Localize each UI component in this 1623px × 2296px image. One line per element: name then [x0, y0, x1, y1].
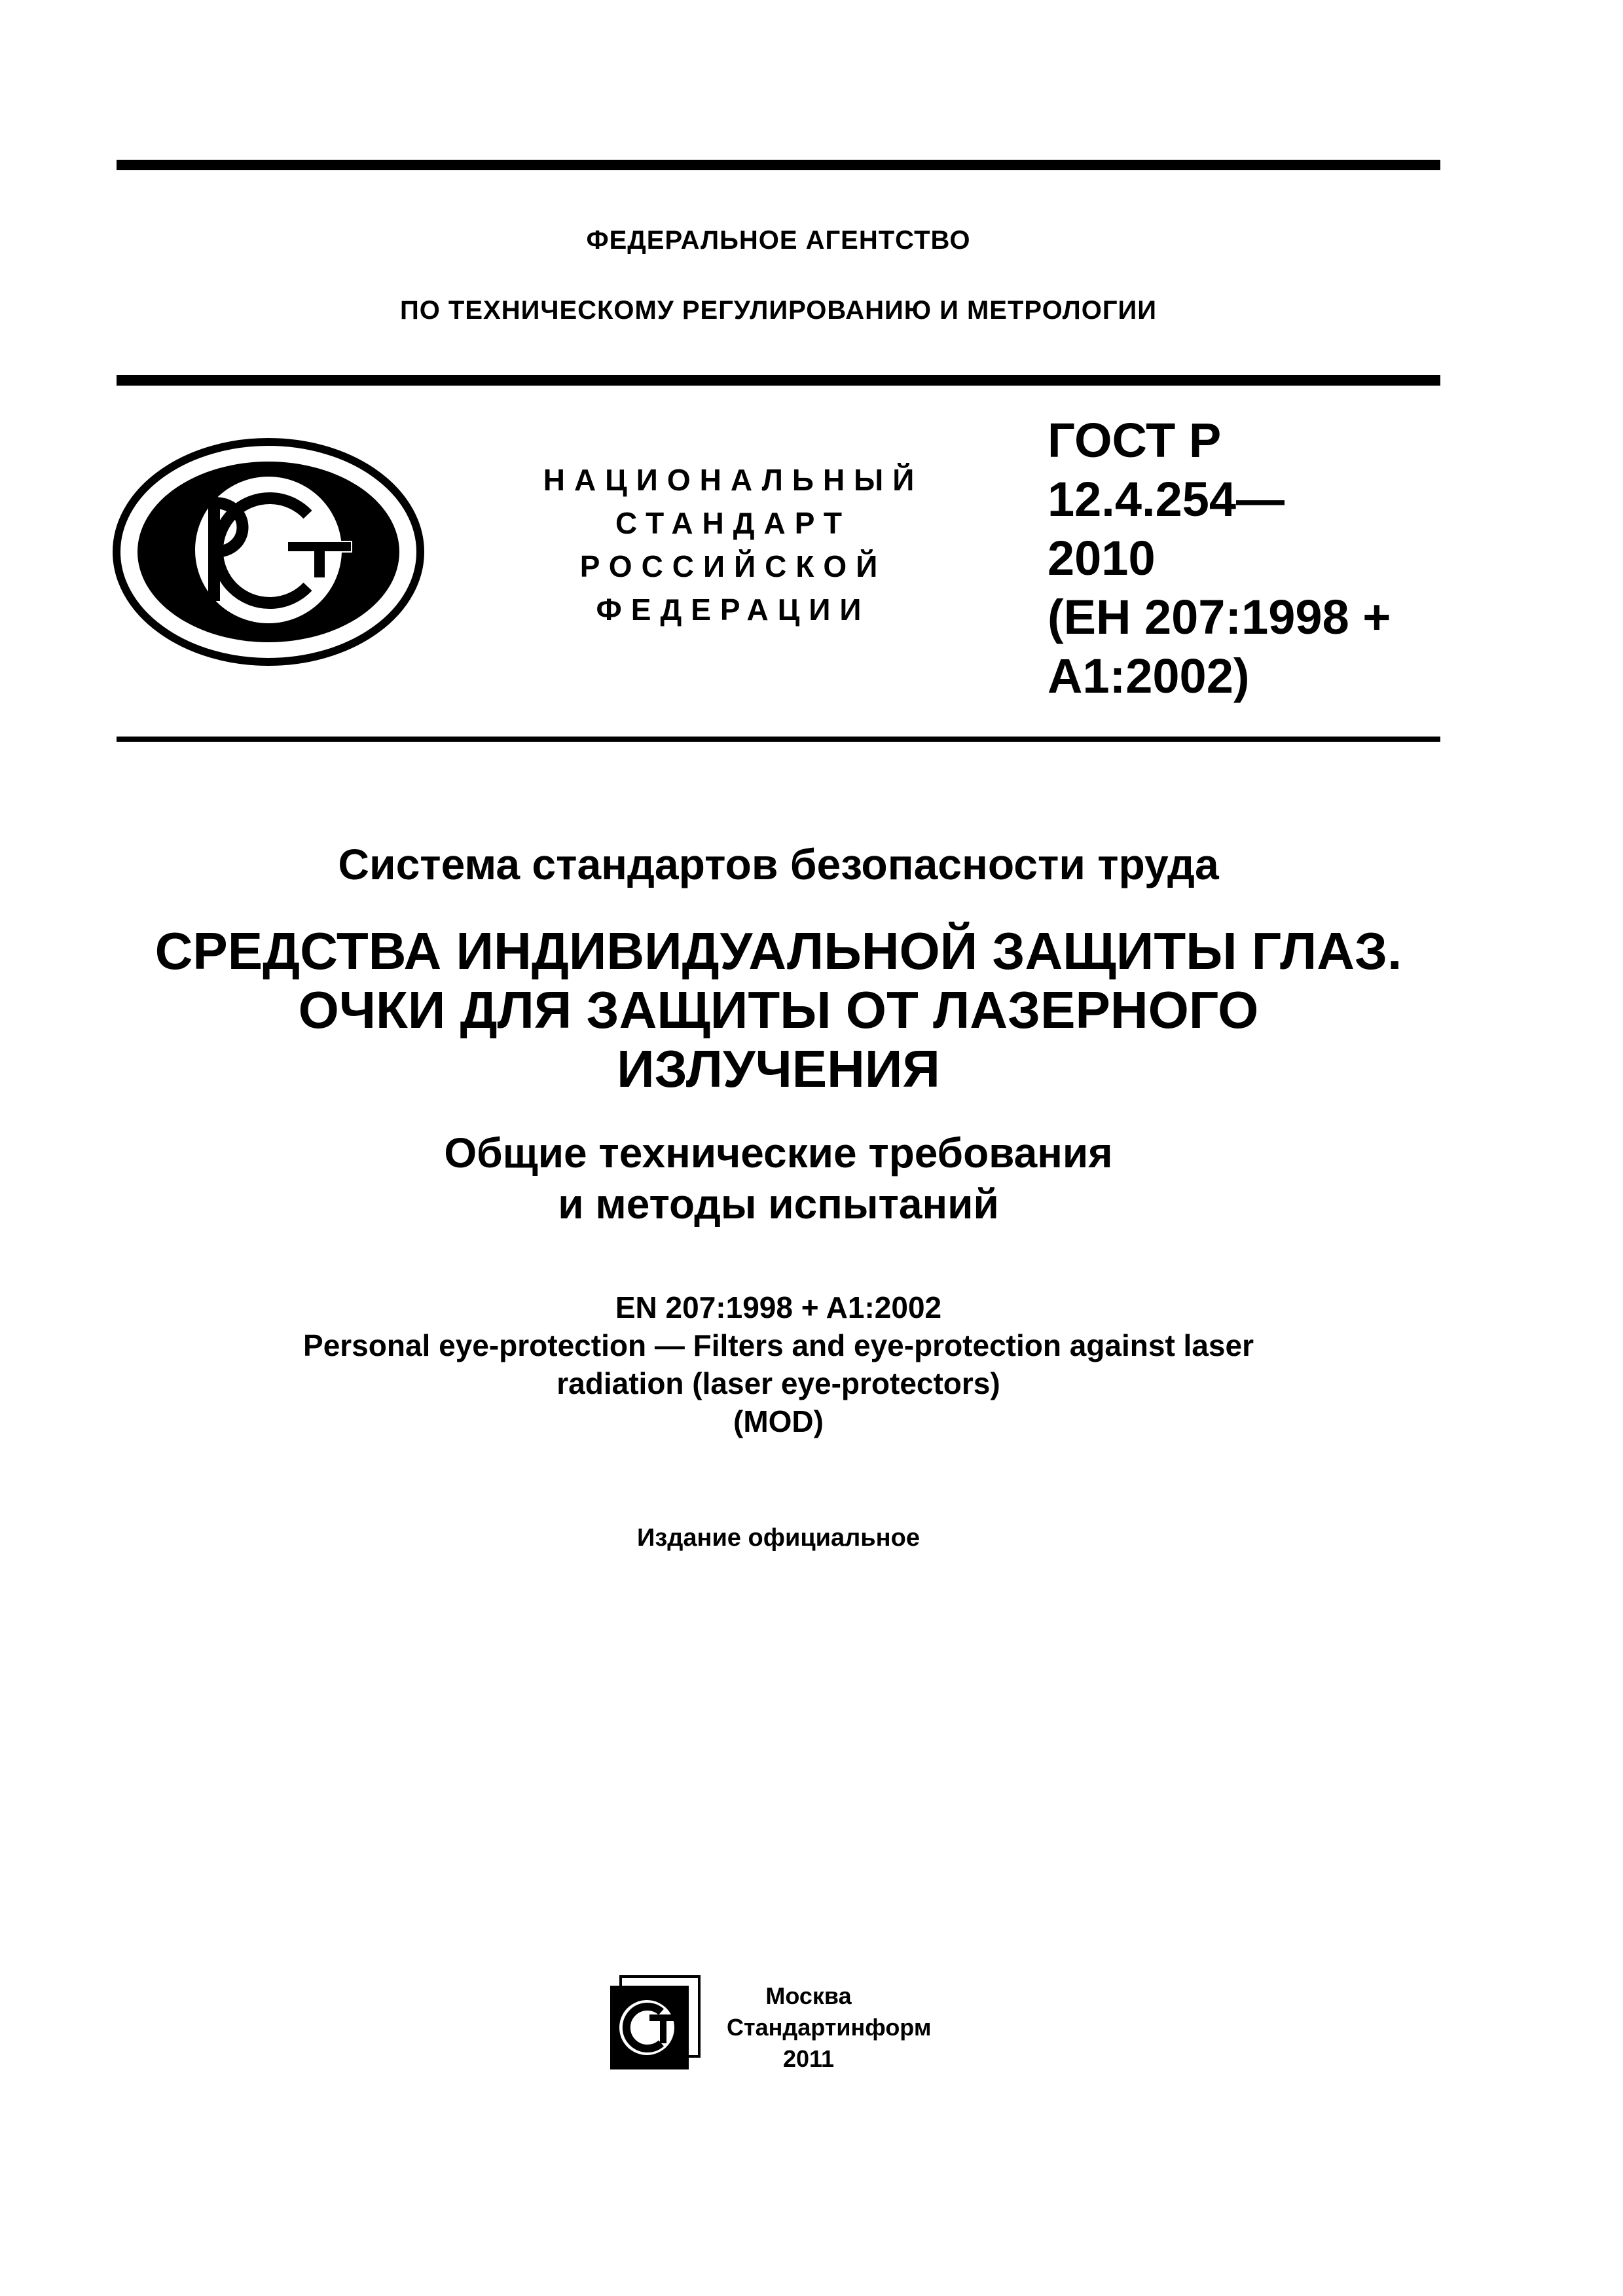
- section-rule: [117, 737, 1440, 742]
- title-line-2: ОЧКИ ДЛЯ ЗАЩИТЫ ОТ ЛАЗЕРНОГО: [298, 981, 1259, 1039]
- national-standard-label: [498, 458, 969, 631]
- agency-line-1: ФЕДЕРАЛЬНОЕ АГЕНТСТВО: [586, 226, 971, 255]
- en-reference: [117, 1288, 1440, 1440]
- en-line-4: (MOD): [733, 1404, 824, 1438]
- publisher-block: [727, 1980, 932, 2075]
- en-line-3: radiation (laser eye-protectors): [556, 1366, 1000, 1400]
- document-subtitle: [117, 1127, 1440, 1230]
- top-rule: [117, 160, 1440, 170]
- designation-line-1: ГОСТ Р: [1048, 413, 1222, 467]
- standards-system-title: Система стандартов безопасности труда: [338, 840, 1219, 888]
- designation-line-2: 12.4.254—: [1048, 472, 1285, 526]
- rst-mark-icon: [111, 437, 426, 666]
- en-line-2: Personal eye-protection — Filters and eye-protection against laser: [303, 1328, 1254, 1362]
- publication-year: 2011: [782, 2045, 835, 2072]
- document-title: [117, 922, 1440, 1099]
- edition-label: Издание официальное: [637, 1524, 920, 1552]
- publisher-city: Москва: [765, 1982, 852, 2009]
- national-standard-line-1: НАЦИОНАЛЬНЫЙ: [543, 463, 924, 497]
- standartinform-logo-icon: [609, 1974, 701, 2072]
- standard-designation: [1048, 411, 1440, 706]
- en-line-1: EN 207:1998 + A1:2002: [615, 1290, 942, 1324]
- agency-line-2: ПО ТЕХНИЧЕСКОМУ РЕГУЛИРОВАНИЮ И МЕТРОЛОГИИ: [399, 296, 1158, 325]
- subtitle-line-1: Общие технические требования: [444, 1129, 1113, 1176]
- designation-line-5: А1:2002): [1048, 649, 1250, 703]
- subtitle-line-2: и методы испытаний: [558, 1180, 999, 1228]
- national-standard-line-3: РОССИЙСКОЙ: [579, 549, 887, 583]
- publisher-name: Стандартинформ: [727, 2014, 932, 2041]
- national-standard-line-4: ФЕДЕРАЦИИ: [596, 592, 871, 627]
- header-rule: [117, 375, 1440, 386]
- national-standard-line-2: СТАНДАРТ: [615, 506, 851, 540]
- title-line-1: СРЕДСТВА ИНДИВИДУАЛЬНОЙ ЗАЩИТЫ ГЛАЗ.: [155, 922, 1402, 980]
- designation-line-4: (ЕН 207:1998 +: [1048, 590, 1391, 644]
- title-line-3: ИЗЛУЧЕНИЯ: [617, 1040, 940, 1098]
- designation-line-3: 2010: [1048, 531, 1156, 585]
